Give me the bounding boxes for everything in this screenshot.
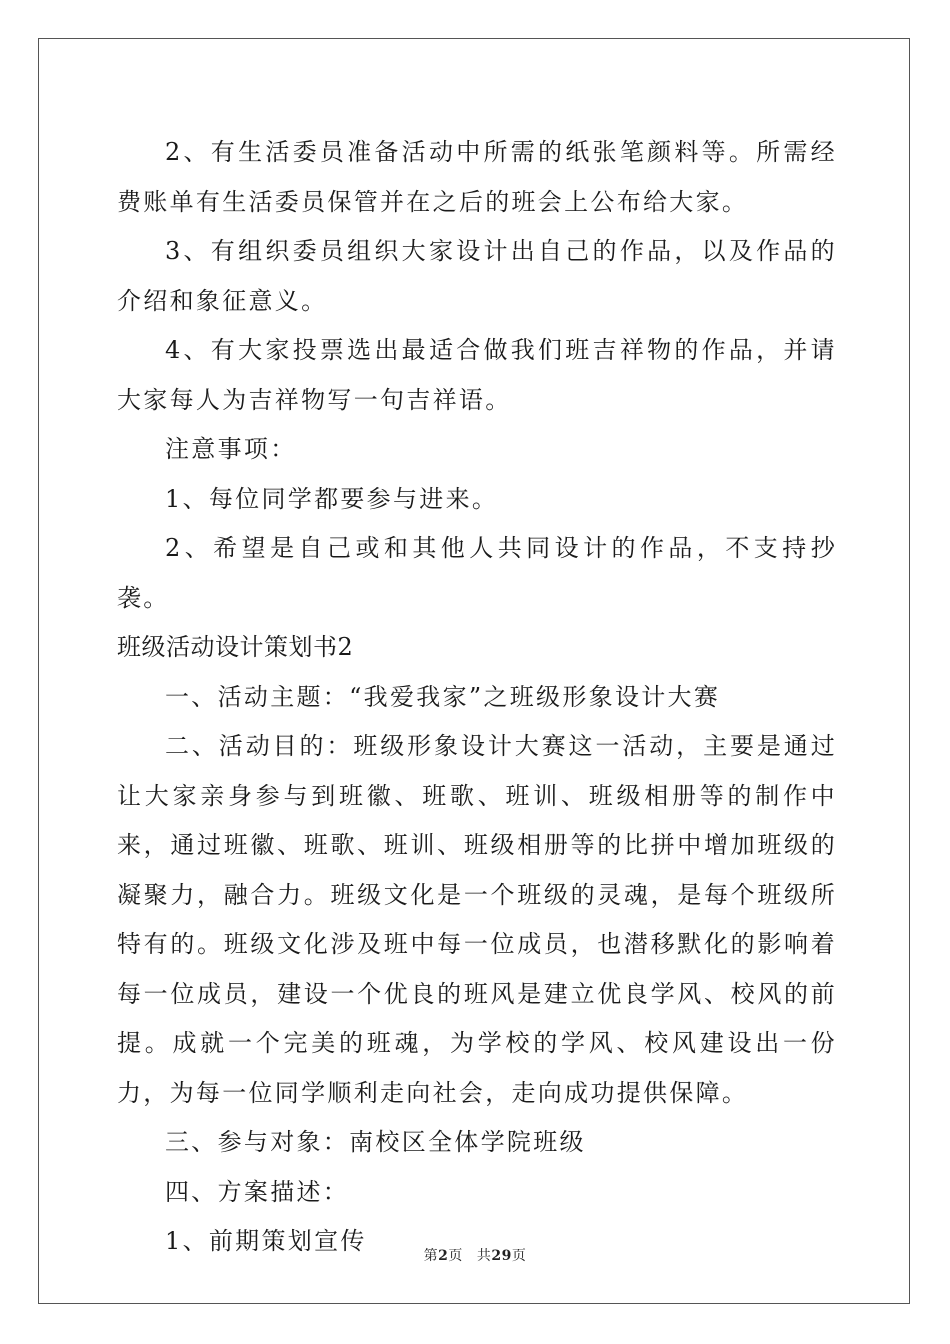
activity-purpose: 二、活动目的：班级形象设计大赛这一活动，主要是通过让大家亲身参与到班徽、班歌、班训、班级相册等的制作中来，通过班徽、班歌、班训、班级相册等的比拼中增加班级的凝聚力，融合力。班级文化是一个班级的灵魂，是每个班级所特有的。班级文化涉及班中每一位成员，也潜移默化的影响着每一位成员，建设一个优良的班风是建立优良学风、校风的前提。成就一个完美的班魂，为学校的学风、校风建设出一份力，为每一位同学顺利走向社会，走向成功提供保障。 xyxy=(117,732,837,1107)
activity-theme: 一、活动主题：“我爱我家”之班级形象设计大赛 xyxy=(165,682,721,711)
note-item-2: 2、希望是自己或和其他人共同设计的作品，不支持抄袭。 xyxy=(117,534,837,612)
page-footer xyxy=(0,1245,950,1265)
paragraph-item-4: 4、有大家投票选出最适合做我们班吉祥物的作品，并请大家每人为吉祥物写一句吉祥语。 xyxy=(117,336,837,414)
page-number: 2 xyxy=(438,1248,449,1264)
total-prefix: 共 xyxy=(476,1248,492,1264)
page-unit: 页 xyxy=(448,1248,463,1264)
notes-heading: 注意事项： xyxy=(165,435,297,463)
page-prefix: 第 xyxy=(423,1248,439,1264)
note-item-1: 1、每位同学都要参与进来。 xyxy=(165,484,499,513)
paragraph-item-3: 3、有组织委员组织大家设计出自己的作品，以及作品的介绍和象征意义。 xyxy=(117,237,837,315)
section-title: 班级活动设计策划书2 xyxy=(117,633,354,661)
document-body xyxy=(117,128,837,1267)
total-unit: 页 xyxy=(511,1248,527,1264)
participants: 三、参与对象：南校区全体学院班级 xyxy=(165,1128,586,1156)
total-pages: 29 xyxy=(491,1248,512,1264)
paragraph-item-2: 2、有生活委员准备活动中所需的纸张笔颜料等。所需经费账单有生活委员保管并在之后的班会上公布给大家。 xyxy=(117,138,837,216)
plan-description-heading: 四、方案描述： xyxy=(165,1177,350,1206)
plan-step-1: 1、前期策划宣传 xyxy=(165,1227,367,1255)
